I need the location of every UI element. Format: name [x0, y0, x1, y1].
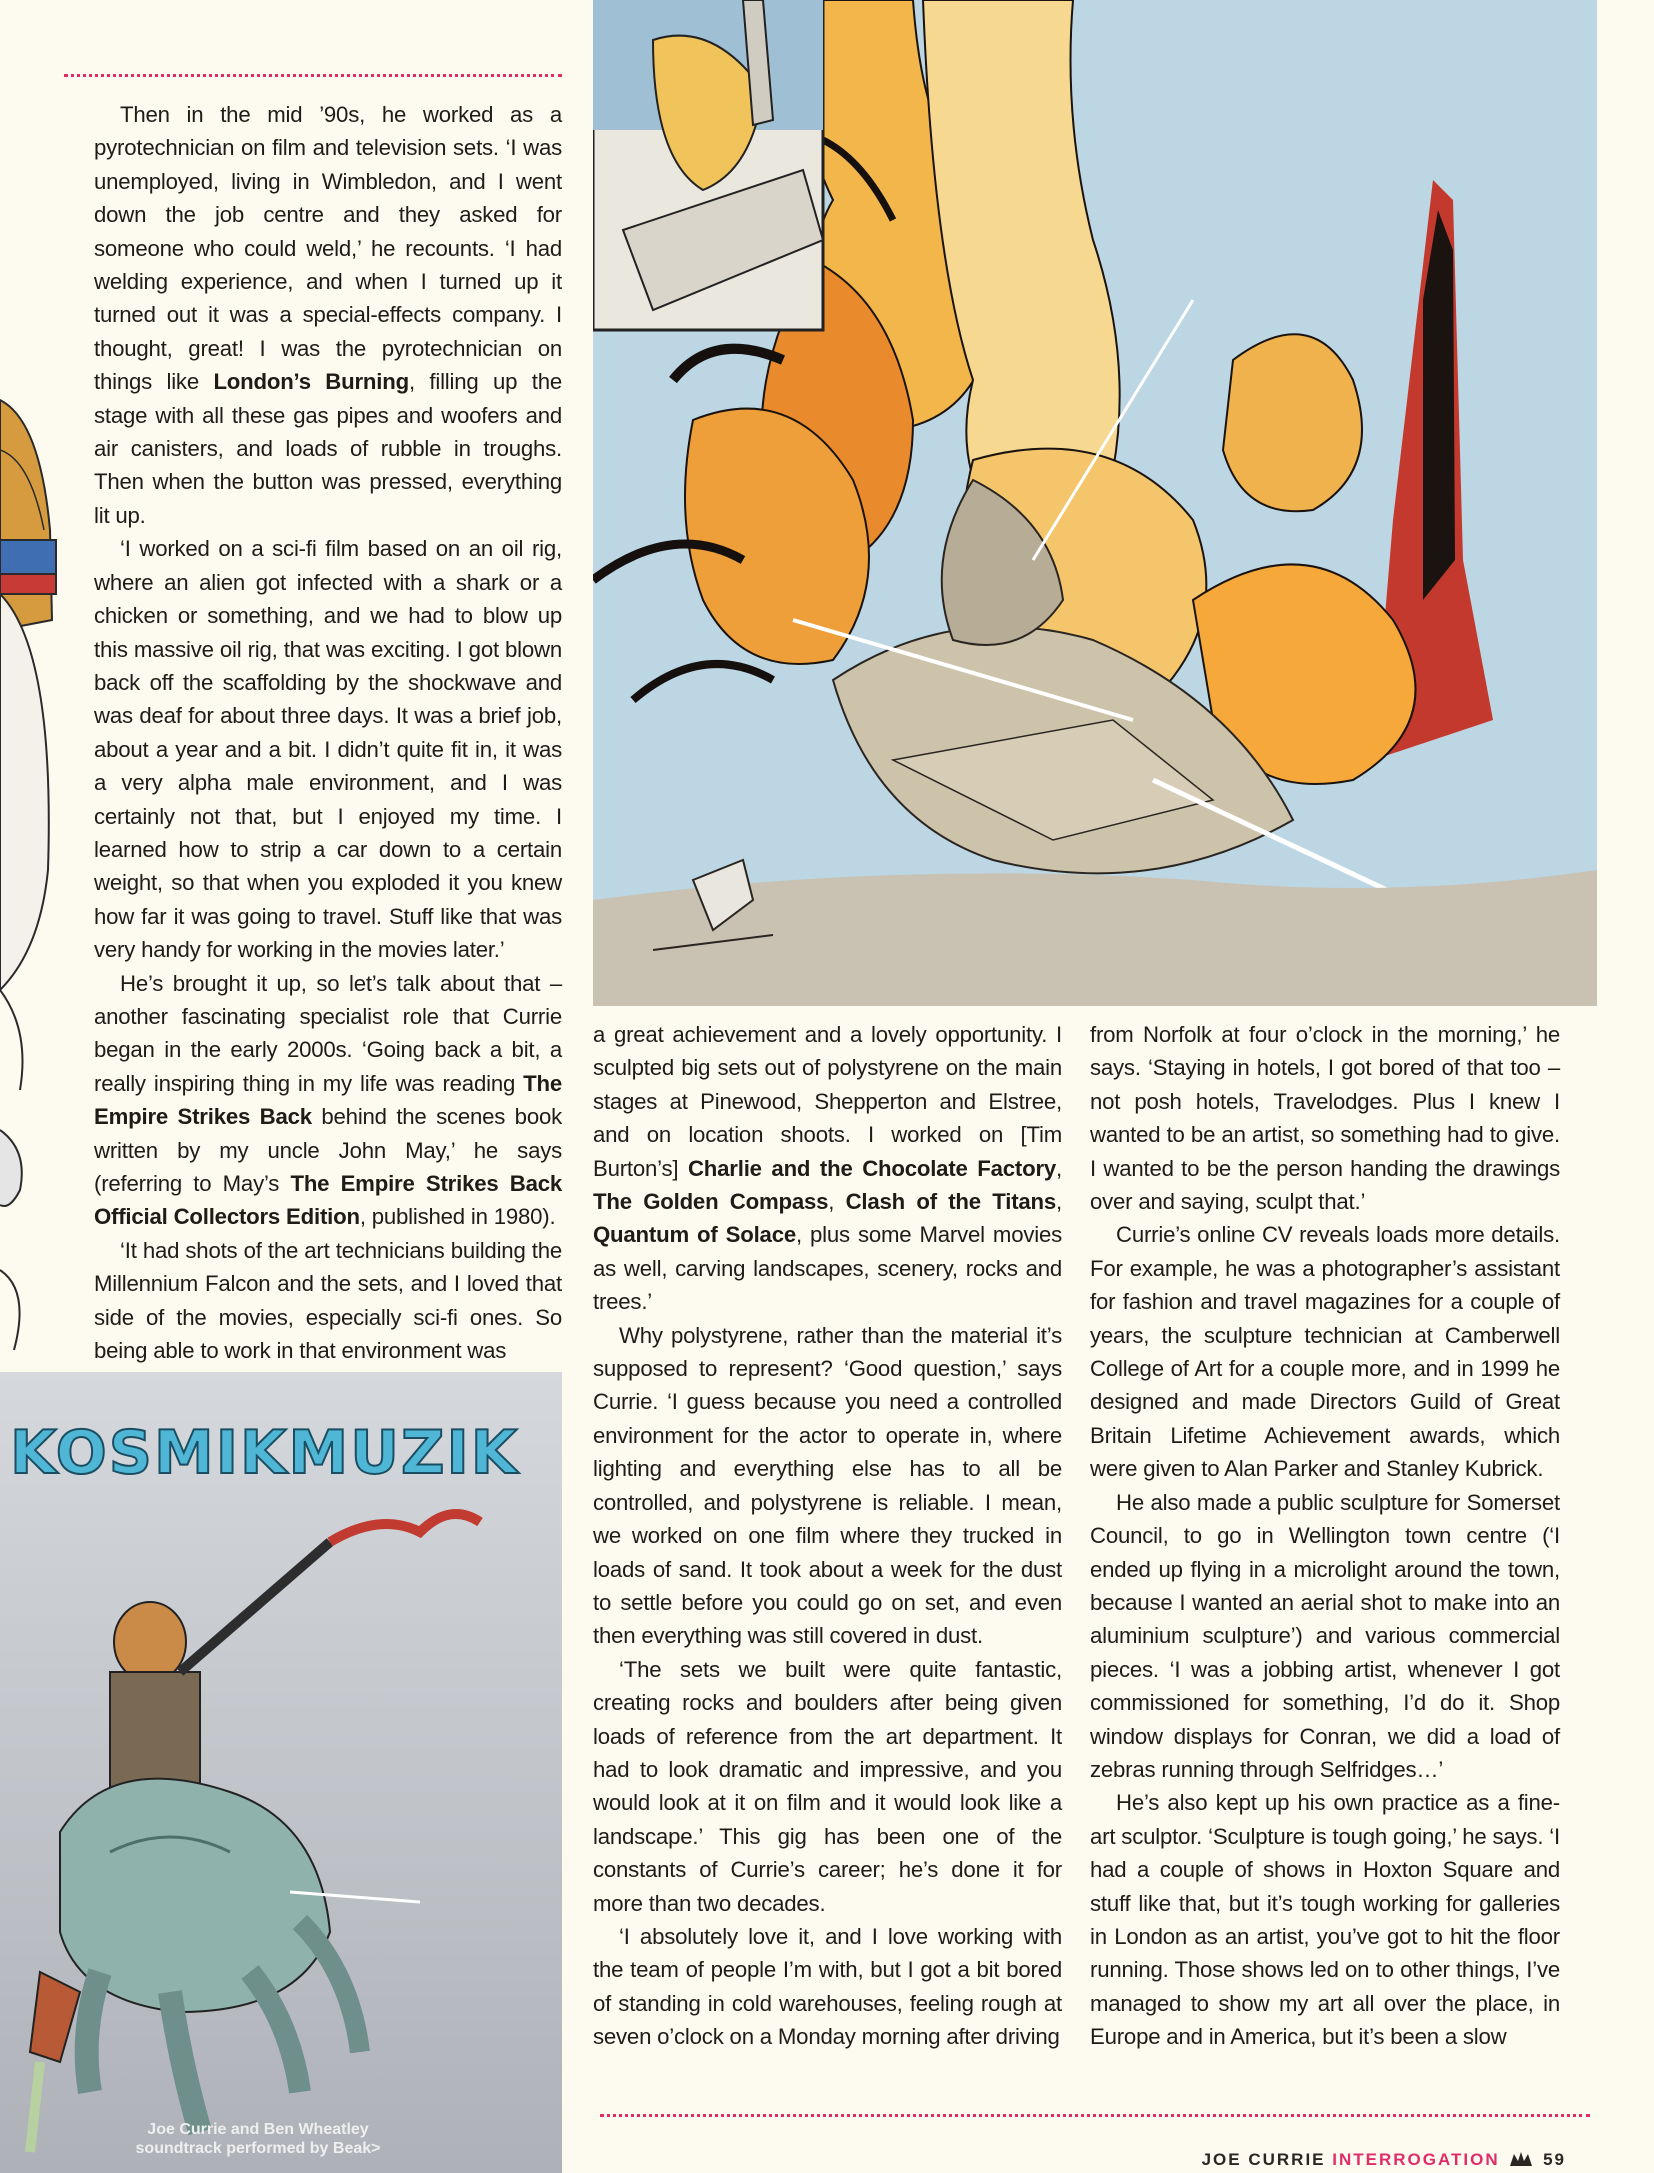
- paragraph-text: Currie’s online CV reveals loads more details. For example, he was a photographer’s assistant for fashion and travel magazines for a couple of years, the sculpture technician at Camberwell College of Art for a couple more, and in 1999 he designed and made Directors Guild of Great Britain Lifetime Achievement awards, which were given to Alan Parker and Stanley Kubrick.: [1090, 1222, 1560, 1482]
- paragraph-text: behind the scenes book written by my uncle John May,’ he says (referring to May’s: [94, 1104, 562, 1196]
- paragraph: [593, 1920, 1062, 2054]
- paragraph-text: from Norfolk at four o’clock in the morning,’ he says. ‘Staying in hotels, I got bored of that too – not posh hotels, Travelodges. Plus I knew I wanted to be an artist, so something had to give. I wanted to be the person handing the drawings over and saying, sculpt that.’: [1090, 1022, 1560, 1215]
- bold-title: Quantum of Solace: [593, 1222, 796, 1248]
- paragraph: [94, 967, 562, 1234]
- paragraph-text: ‘I worked on a sci-fi film based on an oil rig, where an alien got infected with a shark or a chicken or something, and we had to blow up this massive oil rig, that was exciting. I got blown back off the scaffolding by the shockwave and was deaf for about three days. It was a brief job, about a year and a bit. I didn’t quite fit in, it was a very alpha male environment, and I was certainly not that, but I enjoyed my time. I learned how to strip a car down to a certain weight, so that when you exploded it you knew how far it was going to travel. Stuff like that was very handy for working in the movies later.’: [94, 536, 562, 963]
- paragraph-text: He’s brought it up, so let’s talk about that – another fascinating specialist role that Currie began in the early 2000s. ‘Going back a bit, a really inspiring thing in my life was reading: [94, 970, 562, 1096]
- paragraph: [1090, 1018, 1560, 1218]
- paragraph-text: , published in 1980).: [359, 1204, 556, 1230]
- bottom-dotted-rule: [600, 2114, 1590, 2117]
- kosmikmuzik-poster: [0, 1372, 562, 2173]
- paragraph-text: He’s also kept up his own practice as a fine-art sculptor. ‘Sculpture is tough going,’ he says. ‘I had a couple of shows in Hoxton Square and stuff like that, but it’s tough working for galleries in London as an artist, you’ve got to hit the floor running. Those shows led on to other things, I’ve managed to show my art all over the place, in Europe and in America, but it’s been a slow: [1090, 1790, 1560, 2050]
- paragraph: [94, 1234, 562, 1368]
- poster-caption-line1: Joe Currie and Ben Wheatley: [147, 2121, 369, 2138]
- paragraph-text: ,: [1056, 1155, 1062, 1181]
- footer-name: JOE CURRIE: [1201, 2150, 1326, 2169]
- paragraph: [593, 1319, 1062, 1653]
- top-dotted-rule: [64, 74, 562, 77]
- bold-title: London’s Burning: [213, 369, 409, 395]
- paragraph-text: , plus some Marvel movies as well, carving landscapes, scenery, rocks and trees.’: [593, 1222, 1063, 1315]
- bold-title: Charlie and the Chocolate Factory: [687, 1155, 1057, 1181]
- footer-page-number: 59: [1543, 2150, 1566, 2169]
- paragraph-text: ‘It had shots of the art technicians building the Millennium Falcon and the sets, and I loved that side of the movies, especially sci-fi ones. So being able to work in that environment was: [94, 1237, 562, 1364]
- poster-caption: [118, 2120, 398, 2158]
- bold-title: Clash of the Titans: [845, 1189, 1057, 1215]
- paragraph: [94, 98, 562, 532]
- paragraph-text: ‘The sets we built were quite fantastic, creating rocks and boulders after being given loads of reference from the art department. It had to look dramatic and impressive, and you would look at it on film and it would look like a landscape.’ This gig has been one of the constants of Currie’s career; he’s done it for more than two decades.: [593, 1656, 1062, 1916]
- left-text-column: [94, 98, 562, 1367]
- paragraph: [593, 1653, 1062, 1920]
- poster-caption-line2: soundtrack performed by Beak>: [135, 2140, 381, 2157]
- paragraph-text: Then in the mid ’90s, he worked as a pyrotechnician on film and television sets. ‘I was unemployed, living in Wimbledon, and I went down the job centre and they asked for someone who could weld,’ he recounts. ‘I had welding experience, and when I turned up it turned out it was a special-effects company. I thought, great! I was the pyrotechnician on things like: [94, 102, 562, 395]
- paragraph: [593, 1018, 1062, 1319]
- right-text-column: [1090, 1018, 1560, 2054]
- bold-title: The Golden Compass: [593, 1189, 829, 1215]
- paragraph-text: ,: [1056, 1189, 1062, 1215]
- bold-title: The Empire Strikes Back Official Collectors Edition: [94, 1171, 562, 1230]
- left-margin-illustration: [0, 390, 70, 1370]
- paragraph-text: He also made a public sculpture for Somerset Council, to go in Wellington town centre (‘I ended up flying in a microlight around the town, because I wanted an aerial shot to make into an aluminium sculpture’) and various commercial pieces. ‘I was a jobbing artist, whenever I got commissioned for something, I’d do it. Shop window displays for Conran, we did a load of zebras running through Selfridges…’: [1090, 1489, 1560, 1782]
- paragraph-text: a great achievement and a lovely opportunity. I sculpted big sets out of polystyrene on the main stages at Pinewood, Shepperton and Elstree, and on location shoots. I worked on [Tim Burton’s]: [593, 1022, 1062, 1181]
- page-footer: [1202, 2150, 1566, 2171]
- paragraph-text: ‘I absolutely love it, and I love working with the team of people I’m with, but I got a bit bored of standing in cold warehouses, feeling rough at seven o’clock on a Monday morning after driving: [593, 1923, 1062, 2050]
- paragraph: [94, 532, 562, 966]
- footer-logo-icon: [1510, 2151, 1532, 2171]
- explosion-artwork: [593, 0, 1597, 1006]
- paragraph: [1090, 1786, 1560, 2053]
- paragraph-text: , filling up the stage with all these gas pipes and woofers and air canisters, and loads of rubble in troughs. Then when the button was pressed, everything lit up.: [94, 369, 562, 528]
- middle-text-column: [593, 1018, 1062, 2054]
- bold-title: The Empire Strikes Back: [94, 1070, 562, 1130]
- paragraph: [1090, 1218, 1560, 1485]
- paragraph: [1090, 1486, 1560, 1787]
- paragraph-text: ,: [828, 1189, 846, 1215]
- paragraph-text: Why polystyrene, rather than the material it’s supposed to represent? ‘Good question,’ says Currie. ‘I guess because you need a controlled environment for the actor to operate in, where lighting and everything else has to all be controlled, and polystyrene is reliable. I mean, we worked on one film where they trucked in loads of sand. It took about a week for the dust to settle before you could go on set, and even then everything was still covered in dust.: [593, 1322, 1062, 1649]
- poster-title: KOSMIKMUZIK: [10, 1418, 520, 1488]
- footer-section: INTERROGATION: [1332, 2150, 1500, 2169]
